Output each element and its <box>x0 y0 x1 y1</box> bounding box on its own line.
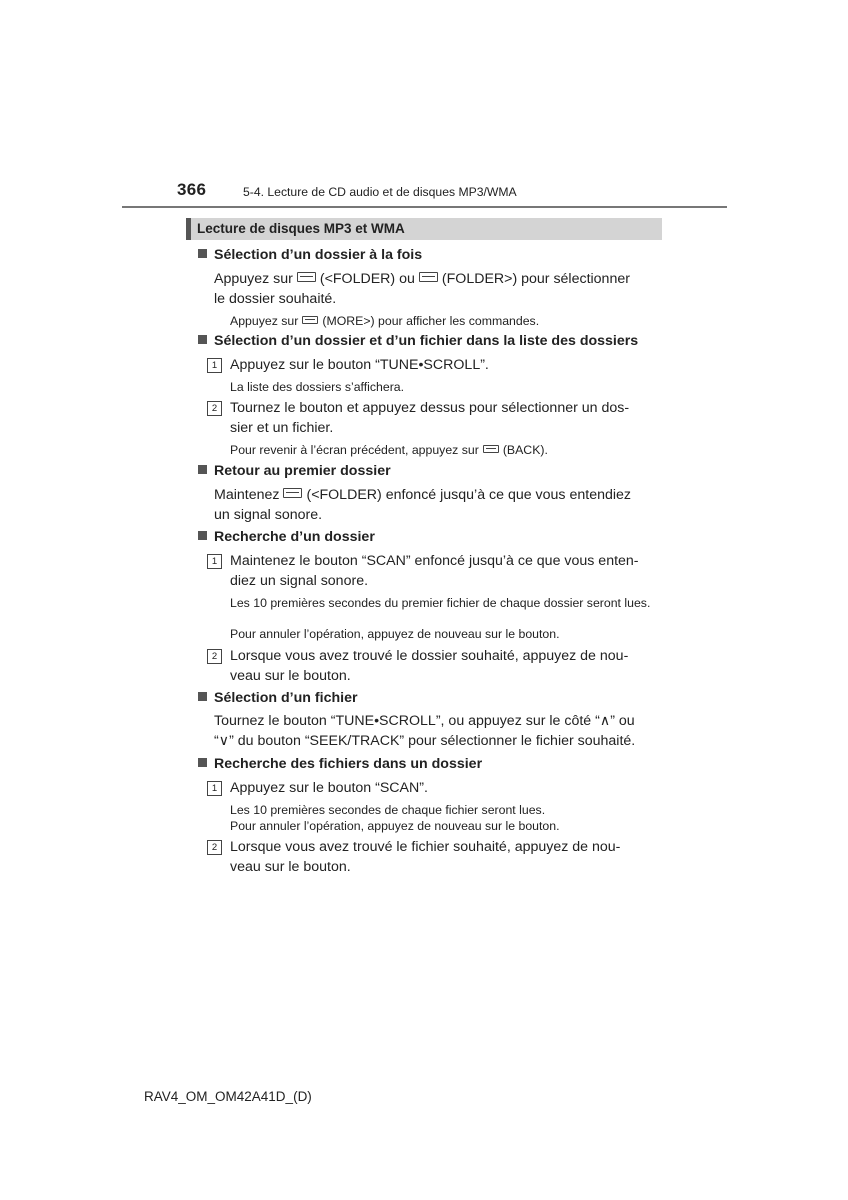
text: Maintenez le bouton “SCAN” enfoncé jusqu’à ce que vous enten- <box>230 553 639 569</box>
text: Lorsque vous avez trouvé le dossier souhaité, appuyez de nou- <box>230 648 629 664</box>
step-number: 2 <box>207 401 222 416</box>
square-bullet-icon <box>198 249 207 258</box>
button-icon <box>419 272 438 282</box>
paragraph <box>214 485 658 525</box>
section-accent <box>186 218 191 240</box>
button-icon <box>483 445 499 453</box>
square-bullet-icon <box>198 465 207 474</box>
text: veau sur le bouton. <box>230 859 351 875</box>
step-number: 2 <box>207 649 222 664</box>
square-bullet-icon <box>198 692 207 701</box>
subheading-file-select <box>198 690 357 706</box>
text: veau sur le bouton. <box>230 668 351 684</box>
button-icon <box>283 488 302 498</box>
step-number: 1 <box>207 554 222 569</box>
text: le dossier souhaité. <box>214 291 337 307</box>
step-text <box>230 398 658 438</box>
subheading-text: Sélection d’un fichier <box>214 690 358 706</box>
step-number: 1 <box>207 358 222 373</box>
chapter-title: 5-4. Lecture de CD audio et de disques MP3/WMA <box>243 185 517 199</box>
text: (<FOLDER) enfoncé jusqu’à ce que vous entendiez <box>306 487 632 503</box>
text: Appuyez sur <box>214 271 293 287</box>
text: Pour revenir à l’écran précédent, appuyez sur <box>230 443 479 457</box>
note: Les 10 premières secondes de chaque fichier seront lues. <box>230 803 546 817</box>
note <box>230 314 660 330</box>
text: (FOLDER>) pour sélectionner <box>441 271 630 287</box>
paragraph <box>214 711 658 751</box>
subheading-folder-search <box>198 529 375 545</box>
button-icon <box>302 316 318 324</box>
button-icon <box>297 272 316 282</box>
step-number: 1 <box>207 781 222 796</box>
subheading-text: Sélection d’un dossier à la fois <box>214 247 423 263</box>
subheading-first-folder <box>198 463 391 479</box>
text: (MORE>) pour afficher les commandes. <box>322 314 540 328</box>
text: Tournez le bouton “TUNE•SCROLL”, ou appuyez sur le côté “∧” ou <box>214 713 635 729</box>
text: Tournez le bouton et appuyez dessus pour sélectionner un dos- <box>230 400 630 416</box>
step-text: Appuyez sur le bouton “TUNE•SCROLL”. <box>230 357 489 373</box>
text: Appuyez sur <box>230 314 299 328</box>
text: sier et un fichier. <box>230 420 334 436</box>
section-title-bar <box>186 218 662 240</box>
text: Maintenez <box>214 487 280 503</box>
header-divider <box>122 206 727 208</box>
step-text <box>230 646 658 686</box>
square-bullet-icon <box>198 758 207 767</box>
text: un signal sonore. <box>214 507 323 523</box>
text: Lorsque vous avez trouvé le fichier souhaité, appuyez de nou- <box>230 839 621 855</box>
subheading-folder-by-folder <box>198 247 422 263</box>
section-title: Lecture de disques MP3 et WMA <box>197 221 405 236</box>
text: (<FOLDER) ou <box>319 271 415 287</box>
text: (BACK). <box>502 443 548 457</box>
subheading-text: Recherche des fichiers dans un dossier <box>214 756 483 772</box>
step-text <box>230 551 658 591</box>
text: diez un signal sonore. <box>230 573 369 589</box>
text: “∨” du bouton “SEEK/TRACK” pour sélectionner le fichier souhaité. <box>214 733 636 749</box>
page-number: 366 <box>177 180 207 199</box>
step-text <box>230 837 658 877</box>
note: Pour annuler l’opération, appuyez de nouveau sur le bouton. <box>230 627 560 641</box>
note: Pour annuler l’opération, appuyez de nouveau sur le bouton. <box>230 819 560 833</box>
step-text: Appuyez sur le bouton “SCAN”. <box>230 780 428 796</box>
subheading-folder-list <box>198 333 638 349</box>
square-bullet-icon <box>198 531 207 540</box>
square-bullet-icon <box>198 335 207 344</box>
paragraph <box>214 269 658 309</box>
step-number: 2 <box>207 840 222 855</box>
note: La liste des dossiers s’affichera. <box>230 380 405 394</box>
note: Les 10 premières secondes du premier fichier de chaque dossier seront lues. <box>230 596 651 610</box>
subheading-text: Sélection d’un dossier et d’un fichier dans la liste des dossiers <box>214 333 639 349</box>
subheading-text: Retour au premier dossier <box>214 463 391 479</box>
subheading-text: Recherche d’un dossier <box>214 529 375 545</box>
note <box>230 443 660 459</box>
subheading-file-search <box>198 756 482 772</box>
document-code: RAV4_OM_OM42A41D_(D) <box>144 1089 312 1104</box>
